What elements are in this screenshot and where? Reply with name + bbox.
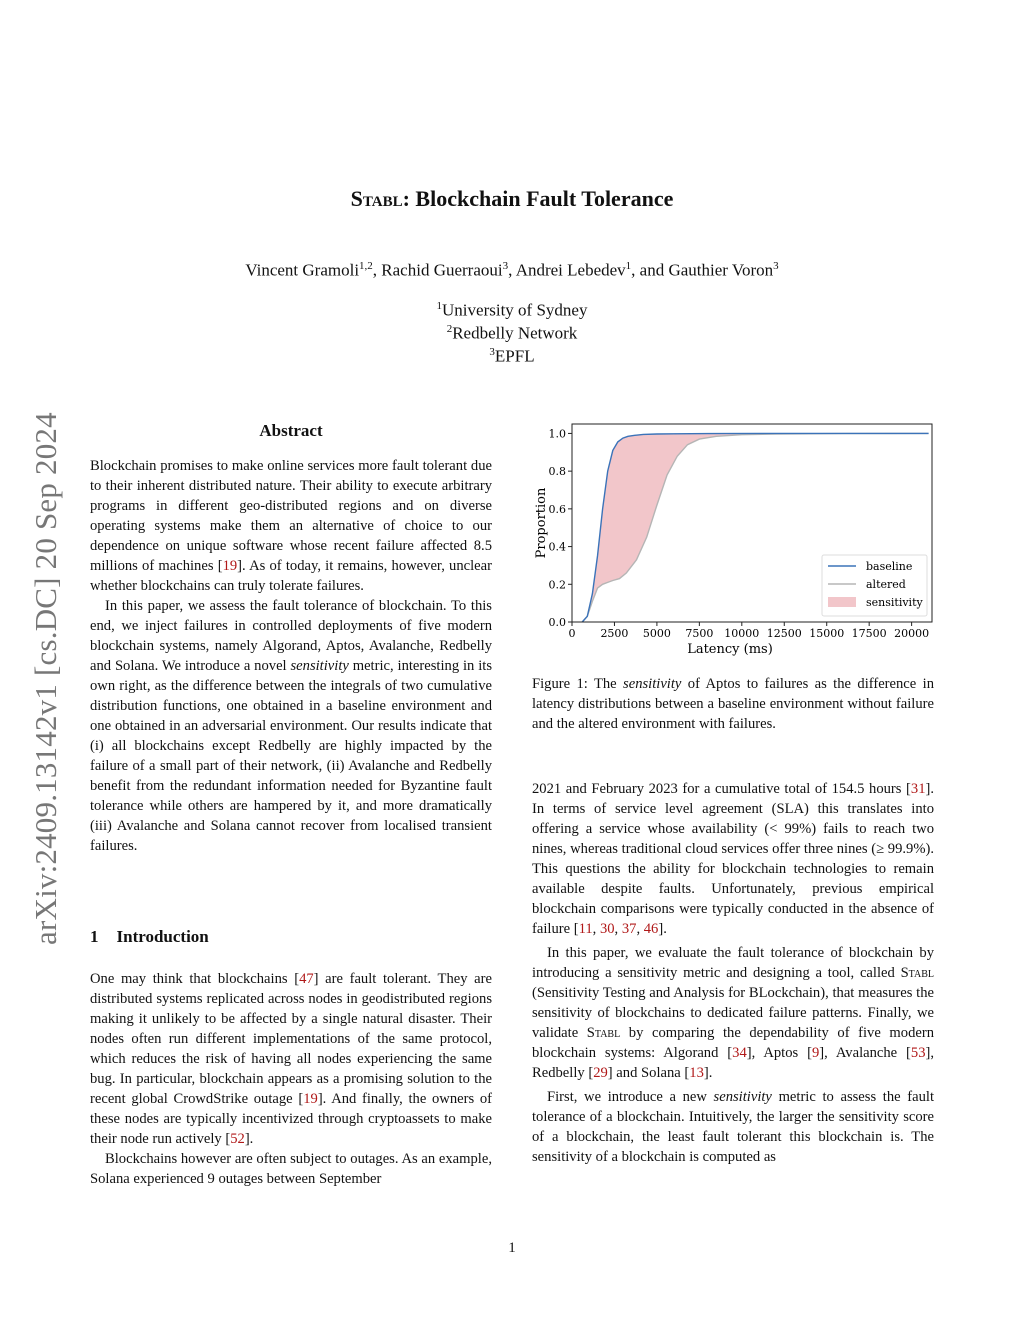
intro-paragraph-1: One may think that blockchains [47] are fault tolerant. They are distributed systems replicated across nodes in geodistributed regions making it unlikely to be affected by a single natural disaster. Their nodes often run different implementations of the same protocol, which reduces the risk of having all nodes experiencing the same bug. In particular, blockchain appears as a promising solution to the recent global CrowdStrike outage [19]. And finally, the owners of these nodes are typically incentivized through cryptoassets to make their node run actively [52]. [90, 971, 493, 1147]
section-heading-introduction [90, 927, 492, 947]
x-tick-label: 2500 [600, 627, 629, 640]
y-tick-label: 0.8 [548, 465, 566, 479]
right-column-body [532, 779, 934, 1167]
author-list: Vincent Gramoli$^{1,2}$, Rachid Guerraoui$^3$, Andrei Lebedev$^1$, and Gauthier Voron$^3$ [245, 260, 779, 280]
x-tick-label: 15000 [809, 627, 845, 640]
legend-baseline-label: baseline [866, 560, 913, 573]
citation: 29 [593, 1065, 608, 1081]
citation: 13 [689, 1065, 704, 1081]
y-tick-label: 0.4 [548, 540, 566, 554]
chart-legend [822, 555, 927, 616]
abstract-heading: Abstract [259, 421, 323, 440]
y-tick-label: 0.2 [548, 578, 566, 592]
emphasis: sensitivity [713, 1089, 772, 1105]
affiliation-3: $^3$EPFL [489, 346, 535, 366]
affiliation-1: $^1$University of Sydney [436, 300, 588, 320]
author-name: Andrei Lebedev [515, 260, 626, 280]
x-tick-label: 0 [568, 627, 576, 640]
page-number: 1 [508, 1240, 516, 1256]
y-tick-label: 1.0 [548, 427, 566, 441]
x-tick-label: 17500 [851, 627, 887, 640]
x-tick-label: 20000 [894, 627, 930, 640]
intro-paragraph-2: Blockchains however are often subject to outages. As an example, Solana experienced 9 outages between September [90, 1151, 492, 1187]
abstract-paragraph-2: In this paper, we assess the fault tolerance of blockchain. To this end, we inject failures in controlled deployments of five modern blockchain systems, namely Algorand, Aptos, Avalanche, Redbelly and Solana. We introduce a novel sensitivity metric, interesting in its own right, as the difference between the integrals of two cumulative distribution functions, one obtained in a baseline environment and one obtained in an adversarial environment. Our results indicate that (i) all blockchains except Redbelly are highly impacted by the failure of a small part of their network, (ii) Avalanche and Redbelly benefit from the redundant information needed for Byzantine fault tolerance while others are hampered by it, and more dramatically (iii) Avalanche and Solana cannot recover from localised transient failures. [90, 598, 492, 854]
legend-sensitivity-label: sensitivity [866, 596, 923, 609]
right-paragraph-2: In this paper, we evaluate the fault tolerance of blockchain by introducing a sensitivity metric and designing a tool, called Stabl (Sensitivity Testing and Analysis for BLockchain), that measures the sensitivity of blockchains to dedicated failure patterns. Finally, we validate Stabl by comparing the dependability of five modern blockchain systems: Algorand [34], Aptos [9], Avalanche [53], Redbelly [29] and Solana [13]. [532, 945, 935, 1081]
author-name: Gauthier Voron [668, 260, 774, 280]
section-title: Introduction [116, 927, 209, 946]
author-name: Vincent Gramoli [245, 260, 360, 280]
citation: 47 [299, 971, 314, 987]
citation: 46 [643, 921, 659, 937]
legend-altered-label: altered [866, 578, 906, 591]
x-axis-label: Latency (ms) [687, 642, 773, 657]
right-paragraph-1: 2021 and February 2023 for a cumulative total of 154.5 hours [31]. In terms of service level agreement (SLA) this translates into offering a service whose availability (< 99%) fails to reach two nines, whereas traditional cloud services offer three nines (≥ 99.9%). This questions the ability for blockchain technologies to remain available despite faults. Unfortunately, previous empirical blockchain comparisons were typically conducted in the absence of failure [11, 30, 37, 46]. [532, 781, 934, 937]
paper-title [0, 186, 1024, 212]
title-system-name: Stabl [350, 186, 403, 211]
system-name: Stabl [586, 1025, 621, 1041]
citation: 19 [303, 1091, 318, 1107]
y-tick-label: 0.6 [548, 502, 566, 516]
author-name: Rachid Guerraoui [381, 260, 503, 280]
x-tick-label: 7500 [685, 627, 714, 640]
x-tick-label: 12500 [766, 627, 802, 640]
citation: 34 [732, 1045, 747, 1061]
x-tick-label: 5000 [642, 627, 671, 640]
abstract-body [90, 456, 492, 856]
sensitivity-cdf-chart [530, 418, 940, 663]
y-axis-label: Proportion [534, 487, 549, 559]
right-paragraph-3: First, we introduce a new sensitivity metric to assess the fault tolerance of a blockchain. Intuitively, the larger the sensitivity score of a blockchain, the least fault tolerant this blockchain is. The sensitivity of a blockchain is computed as [532, 1089, 934, 1165]
affiliation-2: $^2$Redbelly Network [446, 323, 578, 343]
citation: 11 [578, 921, 593, 937]
introduction-body [90, 969, 492, 1189]
section-number: 1 [90, 927, 99, 946]
x-tick-label: 10000 [724, 627, 760, 640]
citation: 31 [910, 781, 926, 797]
figure-1-caption: Figure 1: The sensitivity of Aptos to failures as the difference in latency distributions between a baseline environment without failure and the altered environment with failures. [532, 676, 934, 732]
citation: 19 [222, 558, 238, 574]
citation: 30 [599, 921, 615, 937]
title-rest: : Blockchain Fault Tolerance [402, 186, 674, 211]
legend-sensitivity-swatch [828, 597, 856, 607]
abstract-paragraph-1: Blockchain promises to make online services more fault tolerant due to their inherent distributed nature. Their ability to execute arbitrary programs in different geo-distributed regions and on diverse operating systems make them an alternative of choice to our dependence on unique software whose recent failure affected 8.5 millions of machines [19]. As of today, it remains, however, unclear whether blockchains can truly tolerate failures. [90, 458, 492, 594]
citation: 37 [621, 921, 637, 937]
citation: 9 [811, 1045, 820, 1061]
y-tick-label: 0.0 [548, 616, 566, 629]
emphasis: sensitivity [290, 658, 349, 674]
citation: 52 [230, 1131, 245, 1147]
citation: 53 [910, 1045, 926, 1061]
emphasis: sensitivity [623, 676, 682, 692]
system-name: Stabl [900, 965, 934, 981]
arxiv-sidebar-id: arXiv:2409.13142v1 [cs.DC] 20 Sep 2024 [28, 412, 63, 945]
